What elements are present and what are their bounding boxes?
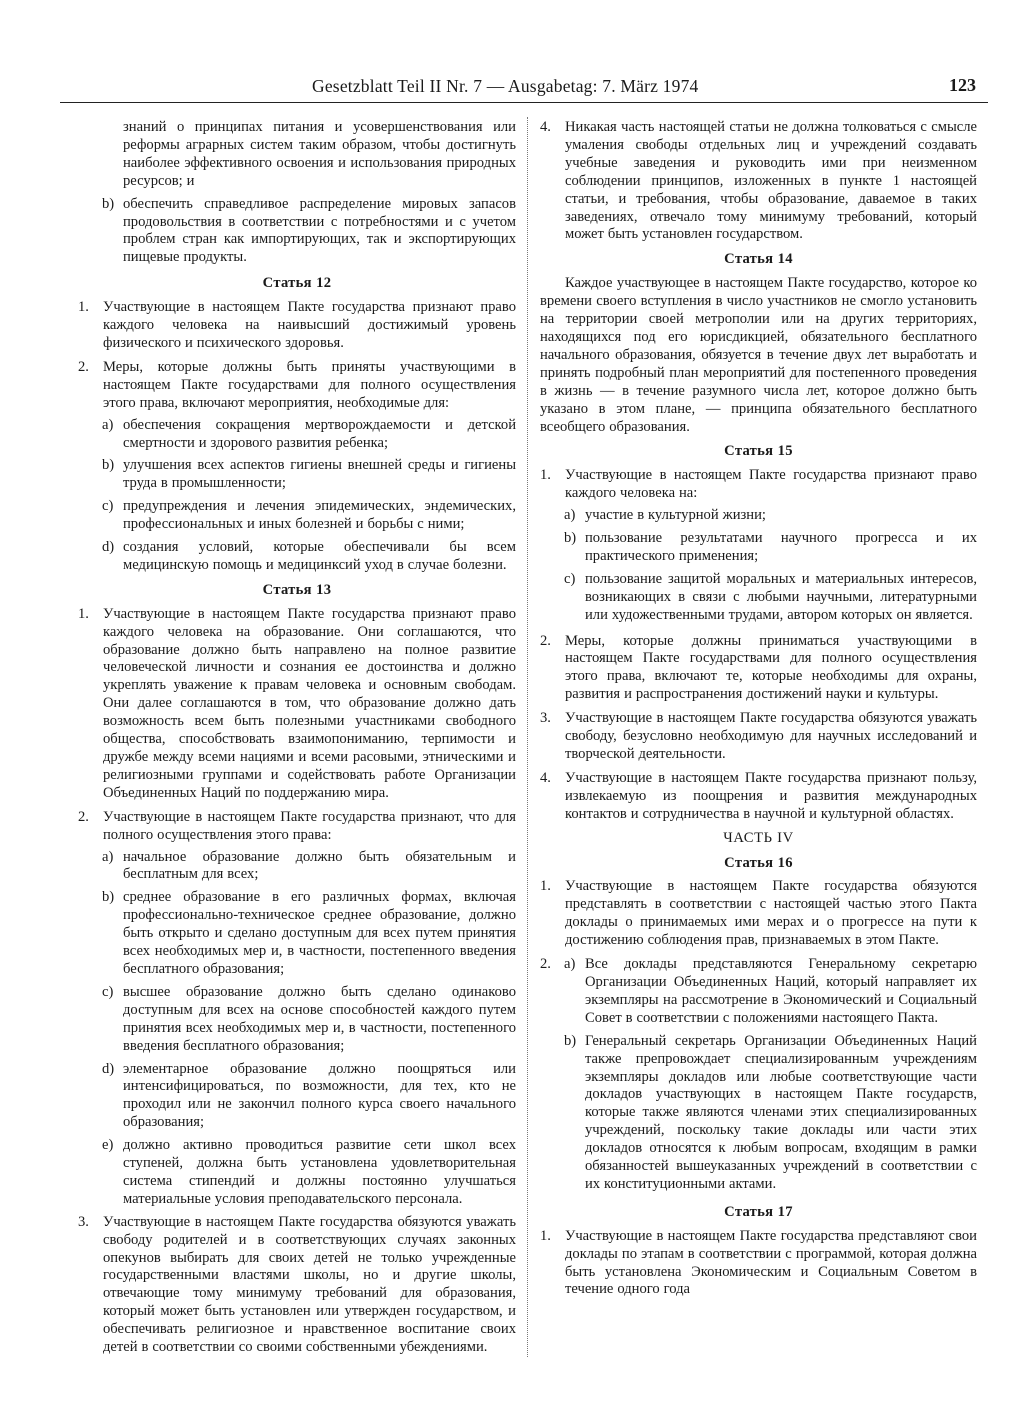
item-label: c) (102, 498, 114, 515)
article-15-heading: Статья 15 (724, 443, 793, 460)
item-text: обеспечить справедливое распределение мировых запасов продовольствия в соответствии с потребностями и с учетом проблем стран как импортирующих, так и экспортирующих пищевые продукты. (123, 195, 516, 266)
item-label: d) (102, 539, 115, 556)
item-text: должно активно проводиться развитие сети школ всех ступеней, должна быть установлена удовлетворительная система стипендий и должны постоянно улучшаться материальные условия преподавательского персонала. (123, 1137, 516, 1207)
article-13-item-c (78, 984, 516, 1056)
item-label: b) (102, 889, 115, 906)
article-15-paragraph-2 (540, 633, 977, 705)
article-13-item-a (78, 849, 516, 885)
paragraph-number: 1. (540, 878, 551, 895)
article-15-item-b (540, 530, 977, 566)
article-14-heading: Статья 14 (724, 251, 793, 268)
item-label: a) (564, 507, 576, 524)
paragraph-number: 2. (78, 358, 89, 375)
item-label: b) (564, 1032, 577, 1049)
article-16-heading: Статья 16 (724, 854, 793, 871)
article-13-item-b (78, 889, 516, 979)
paragraph-number: 3. (78, 1213, 89, 1230)
article-13-paragraph-4 (540, 119, 977, 244)
item-text: улучшения всех аспектов гигиены внешней среды и гигиены труда в промышленности; (123, 457, 516, 492)
article-12-item-c (78, 498, 516, 534)
paragraph-text: Участвующие в настоящем Пакте государства представляют свои доклады по этапам в соответствии с программой, которая должна быть установлена Экономическим и Социальным Советом в течение одного года (565, 1227, 977, 1298)
article-13-paragraph-2 (78, 809, 516, 845)
page-number: 123 (949, 75, 976, 95)
article-16-item-b (540, 1033, 977, 1194)
item-label: b) (102, 457, 115, 474)
article-14-text: Каждое участвующее в настоящем Пакте государство, которое ко времени своего вступления в число участников не смогло установить на территории своей метрополии или на других территориях, находящихся под его юрисдикцией, обязательного бесплатного начального образования, обязуется в течение двух лет выработать и принять подробный план мероприятий для постепенного проведения в жизнь — в течение разумного числа лет, которое должно быть указано в этом плане, — принципа обязательного бесплатного всеобщего образования. (540, 275, 977, 435)
article-17-heading: Статья 17 (724, 1203, 793, 1220)
paragraph-number: 1. (78, 605, 89, 622)
paragraph-text: Участвующие в настоящем Пакте государства признают пользу, извлекаемую из поощрения и развития международных контактов и сотрудничества в научной и культурной областях. (565, 769, 977, 822)
continued-paragraph (78, 119, 516, 191)
paragraph-text: Участвующие в настоящем Пакте государства обязуются уважать свободу, безусловно необходимую для научных исследований и творческой деятельности. (565, 710, 977, 762)
paragraph-number: 3. (540, 710, 551, 727)
article-13-paragraph-1 (78, 606, 516, 803)
paragraph-text: Участвующие в настоящем Пакте государства обязуются уважать свободу родителей и в соответствующих случаях законных опекунов выбирать для своих детей не только учрежденные государственными властями школы, но и другие школы, отвечающие тому минимуму требований для образования, который может быть установлен или утвержден государством, и обеспечивать религиозное и нравственное воспитание своих детей в соответствии со своими собственными убеждениями. (103, 1213, 516, 1356)
article-15-item-a (540, 507, 977, 525)
article-12-paragraph-2 (78, 359, 516, 413)
paragraph-text: Участвующие в настоящем Пакте государства признают право каждого человека на: (565, 467, 977, 502)
paragraph-text: Участвующие в настоящем Пакте государства обязуются представлять в соответствии с настоящей частью этого Пакта доклады о принимаемых ими мерах и о прогрессе на пути к достижению соблюдения прав, признаваемых в этом Пакте. (565, 878, 977, 949)
paragraph-text: Участвующие в настоящем Пакте государства признают право каждого человека на образование. Они соглашаются, что образование должно быть направлено на полное развитие человеческой личности и сознания ее достоинства и должно укреплять уважение к правам человека и основным свободам. Они далее соглашаются в том, что образование должно дать возможность всем быть полезными участниками свободного общества, способствовать взаимопониманию, терпимости и дружбе между всеми нациями и всеми расовыми, этническими и религиозными группами и содействовать работе Организации Объединенных Наций по поддержанию мира. (103, 605, 516, 801)
item-text: пользование защитой моральных и материальных интересов, возникающих в связи с любыми научными, литературными или художественными трудами, автором которых он является. (585, 570, 977, 623)
item-label: a) (564, 956, 576, 973)
left-column (78, 119, 516, 1363)
article-15-paragraph-4 (540, 770, 977, 824)
paragraph-number: 2. (540, 632, 551, 649)
right-column (540, 119, 977, 1305)
article-12-paragraph-1 (78, 299, 516, 353)
article-17-paragraph-1 (540, 1228, 977, 1300)
item-text: элементарное образование должно поощряться или интенсифицироваться, по возможности, для тех, кто не проходил или не закончил полного курса своего начального образования; (123, 1060, 516, 1131)
item-text: участие в культурной жизни; (585, 507, 766, 524)
paragraph-number: 1. (78, 299, 89, 316)
paragraph-text: Меры, которые должны приниматься участвующими в настоящем Пакте государствами для полного осуществления этого права, включают те, которые необходимы для охраны, развития и распространения достижений науки и культуры. (565, 632, 977, 703)
paragraph-number: 1. (540, 1227, 551, 1244)
item-text: среднее образование в его различных формах, включая профессионально-техническое среднее образование, должно быть открыто и сделано доступным для всех путем принятия всех необходимых мер и, в частности, постепенного введения бесплатного образования; (123, 889, 516, 977)
item-text: Все доклады представляются Генеральному секретарю Организации Объединенных Наций, который направляет их экземпляры на рассмотрение в Экономический и Социальный Совет в соответствии с положениями настоящего Пакта. (585, 956, 977, 1026)
item-text: создания условий, которые обеспечивали бы всем медицинскую помощь и медицинксий уход в случае болезни. (123, 539, 516, 573)
article-15-paragraph-3 (540, 710, 977, 764)
paragraph-number: 4. (540, 119, 551, 135)
page-header (60, 74, 988, 103)
article-12-item-a (78, 417, 516, 453)
paragraph-number: 1. (540, 467, 551, 484)
header-title: Gesetzblatt Teil II Nr. 7 — Ausgabetag: 7. März 1974 (312, 76, 699, 96)
item-label: b) (102, 195, 115, 212)
continued-item-b (78, 196, 516, 268)
article-15-item-c (540, 571, 977, 625)
article-13-item-e (78, 1137, 516, 1209)
paragraph-number: 2. (78, 808, 89, 825)
article-13-paragraph-3 (78, 1214, 516, 1357)
paragraph-number: 4. (540, 769, 551, 786)
item-label: d) (102, 1060, 115, 1077)
article-16-paragraph-1 (540, 878, 977, 950)
item-label: c) (564, 570, 576, 587)
article-12-item-d (78, 539, 516, 575)
item-text: предупреждения и лечения эпидемических, эндемических, профессиональных и иных болезней и борьбы с ними; (123, 498, 516, 533)
item-text: обеспечения сокращения мертворождаемости и детской смертности и здорового развития ребенка; (123, 416, 516, 451)
item-text: Генеральный секретарь Организации Объединенных Наций также препровождает специализированным учреждениям экземпляры докладов или любые соответствующие части докладов участвующих в настоящем Пакте государств, которые также являются членами этих специализированных учреждений, поскольку такие доклады или части этих докладов относятся к любым вопросам, входящим в рамки обязанностей вышеуказанных учреждений в соответствии с их конституционными актами. (585, 1032, 977, 1192)
part-4-heading: ЧАСТЬ IV (723, 829, 794, 846)
item-label: c) (102, 983, 114, 1000)
continued-text: знаний о принципах питания и усовершенствования или реформы аграрных систем таким образом, чтобы достигнуть наиболее эффективного освоения и использования природных ресурсов; и (123, 119, 516, 189)
article-15-paragraph-1 (540, 467, 977, 503)
item-text: начальное образование должно быть обязательным и бесплатным для всех; (123, 848, 516, 883)
paragraph-text: Меры, которые должны быть приняты участвующими в настоящем Пакте государствами для полного осуществления этого права, включают мероприятия, необходимые для: (103, 358, 516, 411)
item-text: высшее образование должно быть сделано одинаково доступным для всех на основе способностей каждого путем принятия всех необходимых мер и, в частности, постепенного введения бесплатного образования; (123, 983, 516, 1054)
article-12-heading: Статья 12 (262, 275, 332, 292)
paragraph-number: 2. (540, 956, 551, 973)
paragraph-text: Участвующие в настоящем Пакте государства признают, что для полного осуществления этого права: (103, 808, 516, 843)
item-label: a) (102, 416, 114, 433)
paragraph-text: Участвующие в настоящем Пакте государства признают право каждого человека на наивысший достижимый уровень физического и психического здоровья. (103, 299, 516, 351)
article-13-heading: Статья 13 (262, 581, 332, 598)
item-label: a) (102, 848, 114, 865)
article-13-item-d (78, 1061, 516, 1133)
column-divider (527, 117, 528, 1357)
item-text: пользование результатами научного прогресса и их практического применения; (585, 530, 977, 564)
paragraph-text: Никакая часть настоящей статьи не должна толковаться с смысле умаления свободы отдельных лиц и учреждений создавать учебные заведения и руководить ими при неизменном соблюдении принципов, изложенных в пункте 1 настоящей статьи, и требования, чтобы образование, даваемое в таких заведениях, отвечало тому минимуму требований, который может быть установлен государством. (565, 119, 977, 243)
item-label: b) (564, 530, 577, 547)
article-12-item-b (78, 457, 516, 493)
item-label: e) (102, 1137, 114, 1154)
article-16-paragraph-2-item-a (540, 956, 977, 1028)
